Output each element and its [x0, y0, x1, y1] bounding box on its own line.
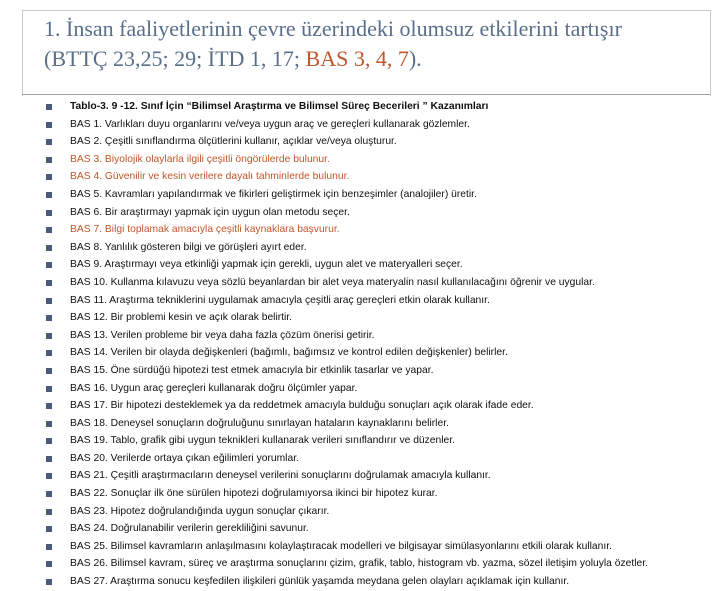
- square-bullet-icon: [46, 561, 52, 567]
- slide-frame-right: [710, 10, 711, 96]
- list-item: [44, 397, 728, 415]
- square-bullet-icon: [46, 473, 52, 479]
- list-item-text: BAS 12. Bir problemi kesin ve açık olarak belirtir.: [70, 312, 293, 324]
- square-bullet-icon: [46, 104, 52, 110]
- square-bullet-icon: [46, 157, 52, 163]
- title-divider: [22, 94, 710, 95]
- list-item-text: BAS 3. Biyolojik olaylarla ilgili çeşitli öngörülerde bulunur.: [70, 153, 330, 165]
- square-bullet-icon: [46, 298, 52, 304]
- square-bullet-icon: [46, 174, 52, 180]
- list-item-text: BAS 19. Tablo, grafik gibi uygun teknikleri kullanarak verileri sınıflandırır ve düzenler.: [70, 435, 455, 447]
- list-item-text: BAS 23. Hipotez doğrulandığında uygun sonuçlar çıkarır.: [70, 505, 330, 517]
- list-item: [44, 503, 728, 521]
- list-item: [44, 467, 728, 485]
- list-item: [44, 327, 728, 345]
- list-item: [44, 186, 728, 204]
- list-item-text: BAS 24. Doğrulanabilir verilerin gerekliliğini savunur.: [70, 523, 309, 535]
- square-bullet-icon: [46, 122, 52, 128]
- list-item: [44, 485, 728, 503]
- square-bullet-icon: [46, 333, 52, 339]
- square-bullet-icon: [46, 526, 52, 532]
- list-item-text: BAS 17. Bir hipotezi desteklemek ya da reddetmek amacıyla bulduğu sonuçları açık olarak ifade eder.: [70, 400, 534, 412]
- list-item: [44, 380, 728, 398]
- title-line-2-suffix: ).: [408, 46, 422, 71]
- list-item: [44, 98, 728, 116]
- square-bullet-icon: [46, 315, 52, 321]
- list-item: [44, 221, 728, 239]
- list-item: [44, 151, 728, 169]
- list-item-text: BAS 20. Verilerde ortaya çıkan eğilimleri yorumlar.: [70, 452, 299, 464]
- list-item: [44, 168, 728, 186]
- square-bullet-icon: [46, 245, 52, 251]
- list-item-text: BAS 15. Öne sürdüğü hipotezi test etmek amacıyla bir etkinlik tasarlar ve yapar.: [70, 364, 434, 376]
- title-line-2: [44, 44, 704, 74]
- square-bullet-icon: [46, 368, 52, 374]
- list-item: [44, 450, 728, 468]
- square-bullet-icon: [46, 210, 52, 216]
- square-bullet-icon: [46, 579, 52, 585]
- title-line-1: 1. İnsan faaliyetlerinin çevre üzerindeki olumsuz etkilerini tartışır: [44, 16, 622, 41]
- list-item: [44, 415, 728, 433]
- list-item-text: BAS 13. Verilen probleme bir veya daha fazla çözüm önerisi getirir.: [70, 329, 375, 341]
- list-item-text: BAS 4. Güvenilir ve kesin verilere dayalı tahminlerde bulunur.: [70, 171, 350, 183]
- square-bullet-icon: [46, 509, 52, 515]
- list-item-text: BAS 6. Bir araştırmayı yapmak için uygun olan metodu seçer.: [70, 206, 350, 218]
- square-bullet-icon: [46, 438, 52, 444]
- square-bullet-icon: [46, 386, 52, 392]
- square-bullet-icon: [46, 421, 52, 427]
- list-item: [44, 256, 728, 274]
- list-item-text: BAS 11. Araştırma tekniklerini uygulamak amacıyla çeşitli araç gereçleri etkin olarak kullanır.: [70, 294, 490, 306]
- square-bullet-icon: [46, 456, 52, 462]
- square-bullet-icon: [46, 280, 52, 286]
- list-item-text: BAS 8. Yanlılık gösteren bilgi ve görüşleri ayırt eder.: [70, 241, 307, 253]
- list-item-text: BAS 7. Bilgi toplamak amacıyla çeşitli kaynaklara başvurur.: [70, 224, 340, 236]
- list-item: [44, 116, 728, 134]
- list-item-text: BAS 18. Deneysel sonuçların doğruluğunu sınırlayan hataların kaynaklarını belirler.: [70, 417, 449, 429]
- square-bullet-icon: [46, 262, 52, 268]
- square-bullet-icon: [46, 139, 52, 145]
- list-item-text: BAS 9. Araştırmayı veya etkinliği yapmak için gerekli, uygun alet ve materyalleri seçer.: [70, 259, 463, 271]
- list-item-text: BAS 14. Verilen bir olayda değişkenleri (bağımlı, bağımsız ve kontrol edilen değişkenler) belirler.: [70, 347, 508, 359]
- list-item-text: BAS 1. Varlıkları duyu organlarını ve/veya uygun araç ve gereçleri kullanarak gözlemler.: [70, 118, 470, 130]
- square-bullet-icon: [46, 491, 52, 497]
- list-item-text: BAS 2. Çeşitli sınıflandırma ölçütlerini kullanır, açıklar ve/veya oluşturur.: [70, 136, 397, 148]
- list-item-text: BAS 21. Çeşitli araştırmacıların deneysel verilerini sonuçlarını doğrulamak amacıyla kullanır.: [70, 470, 491, 482]
- square-bullet-icon: [46, 403, 52, 409]
- square-bullet-icon: [46, 192, 52, 198]
- list-item-text: BAS 27. Araştırma sonucu keşfedilen ilişkileri günlük yaşamda meydana gelen olayları açıklamak için kullanır.: [70, 576, 570, 588]
- slide-frame-top: [22, 10, 710, 11]
- list-item: [44, 133, 728, 151]
- title-line-2-prefix: (BTTÇ 23,25; 29; İTD 1, 17;: [44, 46, 306, 71]
- square-bullet-icon: [46, 544, 52, 550]
- list-item: [44, 274, 728, 292]
- bullet-list: [44, 98, 728, 591]
- list-item: [44, 573, 728, 591]
- square-bullet-icon: [46, 227, 52, 233]
- list-item: [44, 538, 728, 556]
- list-item-text: BAS 26. Bilimsel kavram, süreç ve araştırma sonuçlarını çizim, grafik, tablo, histogram vb. yazma, sözel iletişim yoluyla özetler.: [70, 558, 648, 570]
- list-item-text: BAS 16. Uygun araç gereçleri kullanarak doğru ölçümler yapar.: [70, 382, 358, 394]
- list-item: [44, 239, 728, 257]
- list-item-text: BAS 10. Kullanma kılavuzu veya sözlü beyanlardan bir alet veya materyalin nasıl kullanılacağını öğrenir ve uygular.: [70, 276, 595, 288]
- list-item: [44, 292, 728, 310]
- list-item: [44, 204, 728, 222]
- list-item: [44, 344, 728, 362]
- slide-frame-left: [22, 10, 23, 96]
- list-item-text: Tablo-3. 9 -12. Sınıf İçin “Bilimsel Araştırma ve Bilimsel Süreç Becerileri ” Kazanımları: [70, 101, 489, 112]
- list-item-text: BAS 25. Bilimsel kavramların anlaşılmasını kolaylaştıracak modelleri ve bilgisayar simülasyonlarını etkili olarak kullanır.: [70, 540, 612, 552]
- list-item-text: BAS 22. Sonuçlar ilk öne sürülen hipotezi doğrulamıyorsa ikinci bir hipotez kurar.: [70, 488, 438, 500]
- list-item: [44, 520, 728, 538]
- list-item: [44, 432, 728, 450]
- title-line-2-accent: BAS 3, 4, 7: [305, 46, 409, 71]
- list-item: [44, 309, 728, 327]
- list-item: [44, 555, 728, 573]
- square-bullet-icon: [46, 350, 52, 356]
- list-item-text: BAS 5. Kavramları yapılandırmak ve fikirleri geliştirmek için benzeşimler (analojiler) üretir.: [70, 188, 477, 200]
- list-item: [44, 362, 728, 380]
- slide-title: [44, 14, 704, 74]
